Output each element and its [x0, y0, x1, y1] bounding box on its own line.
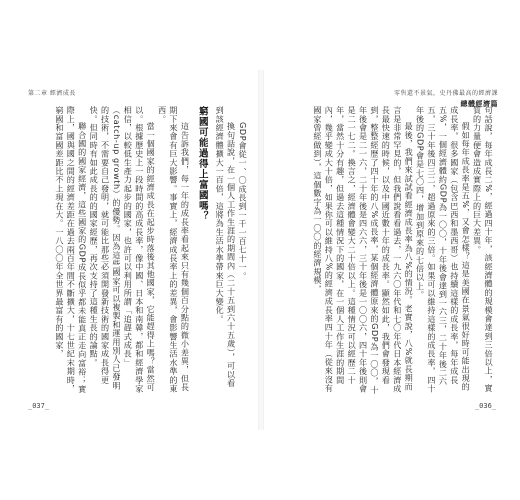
right-page-number: _036_: [474, 402, 496, 410]
right-paragraph-2: 假如每年成長率是五%，又會怎樣？這是美國在景氣很好時可能出現的成長率，很多國家（包含巴西和墨西哥）也持續這樣的成長率，每年成長五%，一個經濟體約GDP為一〇〇，十年後會達到一六三，二十年後二六五，三十年後四三二，超過原來的三倍。如果可以維持這樣的成長率，四十年後的GDP會是七〇四，增加到原來的七倍以上。: [415, 106, 472, 394]
left-paragraph-4: 當一個國家的經濟成長在起步時落後其他國家，它能趕得上嗎？當然可以。根據歷史上一段時間的高成長率，像中國、日本和南韓，都和經濟學家相信，以較低生產力起步的國家，也許可以利用所謂「追趕式成長」（catch-up growth）的優勢。因為這些國家可以複製和運用別人已發明的技術，不需要自己發明，就可能比那些必須開發新技術的國家成長得更快。但同時有如此成長的的國家經歷，再次支持了這種生長的論點。: [89, 106, 157, 394]
section-heading: 窮國可能過得上富國嗎？: [196, 106, 208, 222]
right-page-body: [272, 106, 494, 396]
right-page: [264, 80, 504, 420]
left-paragraph-5: 聯合國的國家經濟，這些國家的GDP成長似乎都未能真正走向富裕；實際上，國與國之間的經濟差距在過去兩百年間不斷擴大，十七世紀末期時，窮國和富國差距比不上現在大。一八〇〇年全世界最富有的國家，: [54, 106, 88, 394]
left-paragraph-1: GDP會從一、〇成長到一千一百七十一。: [238, 122, 248, 281]
left-page: [20, 80, 258, 420]
right-running-head-subtitle: 總體經濟篇: [460, 100, 498, 108]
left-paragraph-3: 這告訴我們，每一年的成長率看起來只有幾個百分點的微小差異，但長期下來會有巨大影響。事實上，經濟成長率上的差異，會影響生活水準的東西。: [157, 106, 191, 394]
left-page-number: _037_: [28, 402, 50, 410]
right-paragraph-1: 句話說，每年成長二%，經過四十年，該經濟體的規模會達到三倍以上，實質的力量便會造成實際上的巨大差異。: [472, 106, 494, 393]
right-paragraph-3: 最後，我們來試試看經濟成長率為八%的情況。老實說，八%就長期而言是非常罕見的，但我們說看看過去，一九六〇年代和七〇年代日本經濟成長最快速的時候，以及中國近數十年的成長率。顯然如此，我們會發現看到，整整經歷了四十年的八%成長率，某個經濟體原來的GDP為一〇〇，十年後會是二一六，二十年後是四六六，三十年後是一〇〇六，四十年後則會是二一七二。換言之，經濟體會變大二十倍以上。這種情況可以經歷二十年，當然十分有趣，但過去這種情況下的國家，在一個人工作生涯的期間內，幾乎變成大十倍，如果你可以維持八%的經濟成長率四十年（從來沒有國家曾經做到），這個數字為一〇〇的經濟規模，: [312, 106, 415, 395]
left-page-body: [26, 106, 248, 396]
left-paragraph-2: 換句話說，在一個人工作生涯的期間內（二十五到六十五歲），可以看到該經濟體擴大一百倍，這將為生活水準帶來巨大變化。: [215, 106, 237, 388]
left-running-head: 第二章 經濟成長: [28, 90, 76, 97]
right-running-head-title: 零售還不景氣，史丹佛最高的經濟課: [393, 90, 498, 97]
